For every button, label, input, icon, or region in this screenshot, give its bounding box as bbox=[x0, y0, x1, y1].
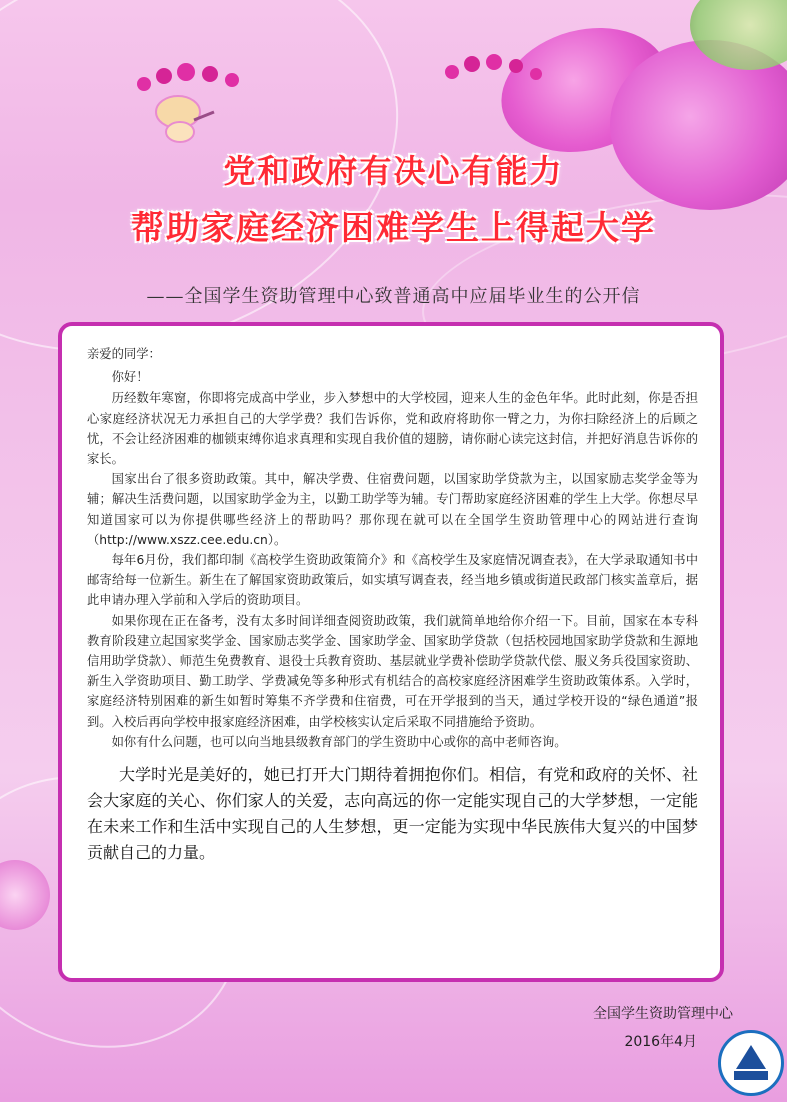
signature-org: 全国学生资助管理中心 bbox=[593, 1006, 733, 1022]
hearts-decoration bbox=[130, 62, 260, 102]
letter-greeting: 亲爱的同学： bbox=[87, 347, 161, 361]
title-line-2: 帮助家庭经济困难学生上得起大学 bbox=[131, 208, 656, 247]
letter-paragraph: 如你有什么问题，也可以向当地县级教育部门的学生资助中心或你的高中老师咨询。 bbox=[111, 734, 567, 749]
subtitle: ——全国学生资助管理中心致普通高中应届毕业生的公开信 bbox=[146, 286, 641, 307]
signature-date: 2016年4月 bbox=[624, 1034, 697, 1050]
letter-paragraph: 国家出台了很多资助政策。其中，解决学费、住宿费问题，以国家助学贷款为主，以国家励志奖学金等为辅；解决生活费问题，以国家助学金为主，以勤工助学等为辅。专门帮助家庭经济困难的学生上大学。你想尽早知道国家可以为你提供哪些经济上的帮助吗？那你现在就可以在全国学生资助管理中心的网站进行查询（http://www.xszz.cee.edu.cn）。 bbox=[87, 472, 698, 547]
letter-closing: 大学时光是美好的，她已打开大门期待着拥抱你们。相信，有党和政府的关怀、社会大家庭的关心、你们家人的关爱，志向高远的你一定能实现自己的大学梦想，一定能在未来工作和生活中实现自己的人生梦想，更一定能为实现中华民族伟大复兴的中国梦贡献自己的力量。 bbox=[87, 765, 698, 863]
signature-block bbox=[593, 1000, 733, 1056]
letter-hello: 你好！ bbox=[111, 370, 149, 385]
letter-box bbox=[58, 322, 724, 982]
letter-paragraph: 每年6月份，我们都印制《高校学生资助政策简介》和《高校学生及家庭情况调查表》，在大学录取通知书中邮寄给每一位新生。新生在了解国家资助政策后，如实填写调查表，经当地乡镇或街道民政部门核实盖章后，据此申请办理入学前和入学后的资助项目。 bbox=[87, 553, 698, 608]
hearts-decoration bbox=[440, 52, 550, 92]
letter-paragraph: 历经数年寒窗，你即将完成高中学业，步入梦想中的大学校园，迎来人生的金色年华。此时此刻，你是否担心家庭经济状况无力承担自己的大学学费？我们告诉你，党和政府将助你一臂之力，为你扫除经济上的后顾之忧，不会让经济困难的枷锁束缚你追求真理和实现自我价值的翅膀，请你耐心读完这封信，并把好消息告诉你的家长。 bbox=[87, 391, 698, 467]
title-line-1: 党和政府有决心有能力 bbox=[223, 152, 564, 190]
school-emblem-icon bbox=[718, 1030, 784, 1096]
letter-paragraph: 如果你现在正在备考，没有太多时间详细查阅资助政策，我们就简单地给你介绍一下。目前，国家在本专科教育阶段建立起国家奖学金、国家励志奖学金、国家助学金、国家助学贷款（包括校园地国家助学贷款和生源地信用助学贷款）、师范生免费教育、退役士兵教育资助、基层就业学费补偿助学贷款代偿、服义务兵役国家资助、新生入学资助项目、勤工助学、学费减免等多种形式有机结合的高校家庭经济困难学生资助政策体系。入学时，家庭经济特别困难的新生如暂时筹集不齐学费和住宿费，可在开学报到的当天，通过学校开设的“绿色通道”报到。入校后再向学校申报家庭经济困难，由学校核实认定后采取不同措施给予资助。 bbox=[87, 613, 698, 729]
